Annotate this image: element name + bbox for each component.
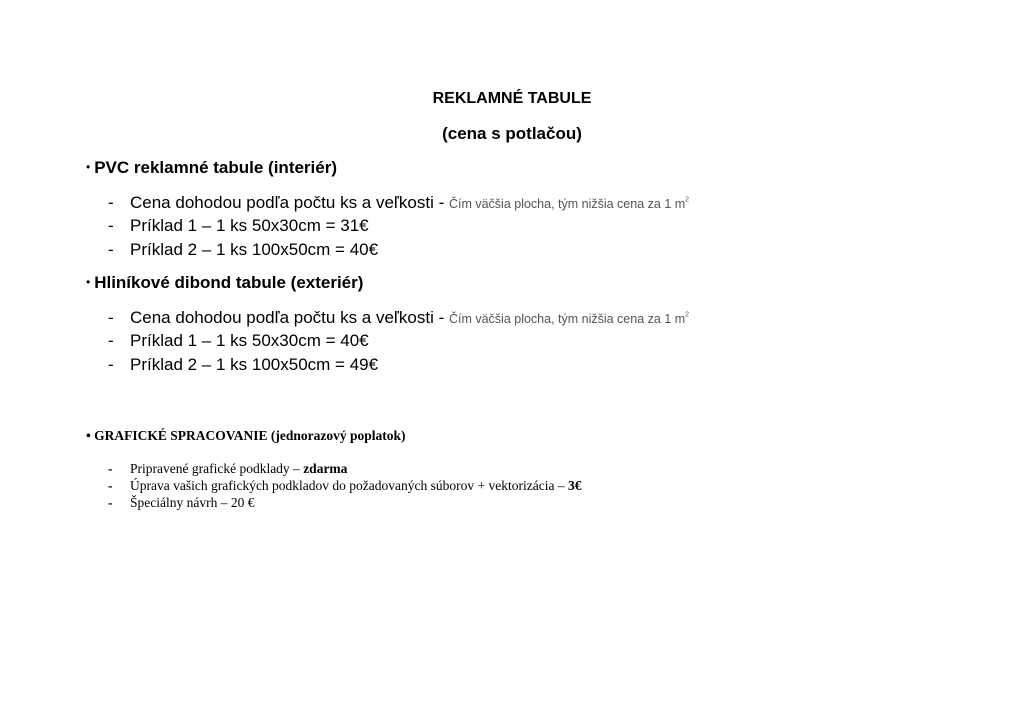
item-text: Pripravené grafické podklady –: [130, 461, 304, 476]
item-note: Čím väčšia plocha, tým nižšia cena za 1 m: [448, 197, 686, 211]
item-superscript: 2: [685, 311, 690, 319]
graphics-list-item: [108, 461, 347, 477]
dash-marker: -: [108, 478, 113, 493]
list-item: [108, 308, 689, 328]
dash-marker: -: [108, 193, 114, 212]
graphics-heading: • GRAFICKÉ SPRACOVANIE (jednorazový poplatok): [86, 428, 406, 443]
dash-marker: -: [108, 308, 114, 327]
section-heading-label: PVC reklamné tabule (interiér): [94, 158, 338, 177]
bullet-icon: •: [86, 275, 91, 289]
document-title: REKLAMNÉ TABULE: [432, 90, 592, 107]
item-text: Cena dohodou podľa počtu ks a veľkosti -: [130, 308, 449, 327]
dash-marker: -: [108, 461, 113, 476]
section-heading-pvc: [86, 158, 337, 178]
item-price: 3€: [567, 478, 582, 493]
list-item: [108, 240, 378, 260]
graphics-list-item: [108, 495, 254, 511]
list-item: [108, 331, 369, 351]
item-text: Príklad 2 – 1 ks 100x50cm = 40€: [130, 240, 379, 259]
section-heading-dibond: [86, 273, 363, 293]
dash-marker: -: [108, 495, 113, 510]
bullet-icon: •: [86, 160, 91, 174]
list-item: [108, 216, 369, 236]
section-heading-label: Hliníkové dibond tabule (exteriér): [94, 273, 364, 292]
item-text: Príklad 2 – 1 ks 100x50cm = 49€: [130, 355, 379, 374]
dash-marker: -: [108, 331, 114, 350]
item-text: Úprava vašich grafických podkladov do požadovaných súborov + vektorizácia –: [130, 478, 568, 493]
item-note: Čím väčšia plocha, tým nižšia cena za 1 m: [448, 312, 686, 326]
item-price: zdarma: [303, 461, 348, 476]
item-text: Cena dohodou podľa počtu ks a veľkosti -: [130, 193, 449, 212]
list-item: [108, 355, 378, 375]
document-subtitle: (cena s potlačou): [442, 124, 582, 143]
item-superscript: 2: [685, 196, 690, 204]
graphics-list-item: [108, 478, 581, 494]
item-text: Špeciálny návrh – 20 €: [130, 495, 255, 510]
dash-marker: -: [108, 240, 114, 259]
list-item: [108, 193, 689, 213]
dash-marker: -: [108, 216, 114, 235]
item-text: Príklad 1 – 1 ks 50x30cm = 40€: [130, 331, 369, 350]
dash-marker: -: [108, 355, 114, 374]
item-text: Príklad 1 – 1 ks 50x30cm = 31€: [130, 216, 369, 235]
